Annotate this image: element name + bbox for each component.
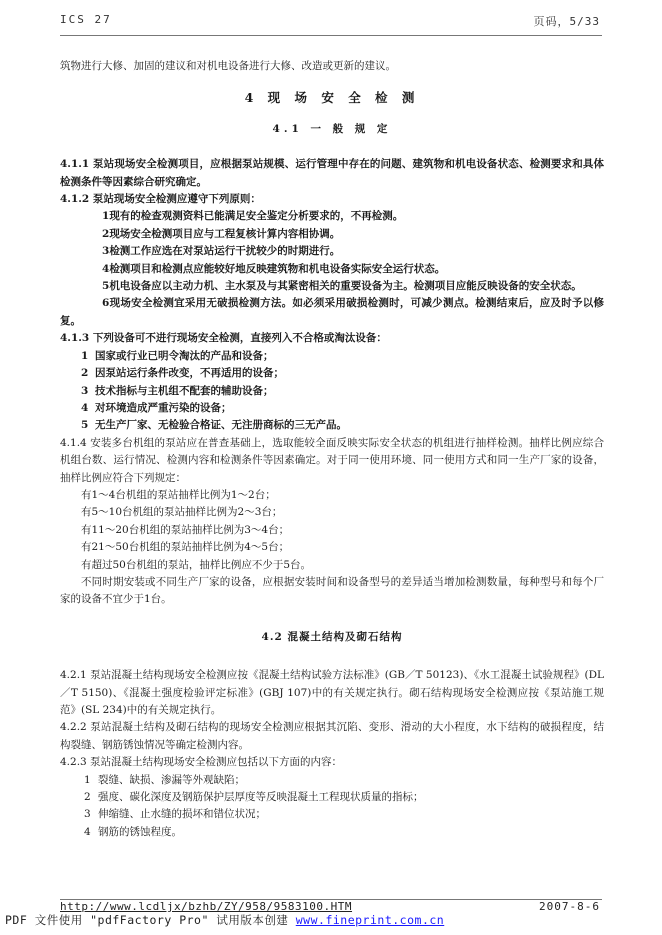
- list-item: 2现场安全检测项目应与工程复核计算内容相协调。: [102, 227, 341, 240]
- header-page-number: 页码，5/33: [533, 15, 600, 28]
- clause-4-1-3: 4.1.3 下列设备可不进行现场安全检测，直接列入不合格或淘汰设备：: [60, 332, 387, 345]
- clause-4-2-1: 4.2.1 泵站混凝土结构现场安全检测应按《混凝土结构试验方法标准》(GB／T 50123)、《水工混凝土试验规程》(DL／T 5150)、《混凝土强度检验评定标准》(GBJ 107)中的有关规定执行。砌石结构现场安全检测应按《泵站施工规范》(SL 234)中的有关规定执行。: [60, 669, 604, 716]
- intro-paragraph: 筑物进行大修、加固的建议和对机电设备进行大修、改造或更新的建议。: [60, 60, 396, 72]
- footer-date: 2007-8-6: [539, 900, 600, 913]
- list-item: 2 强度、碳化深度及钢筋保护层厚度等反映混凝土工程现状质量的指标；: [84, 791, 424, 804]
- list-item: 6现场安全检测宜采用无破损检测方法。如必须采用破损检测时，可减少测点。检测结束后，应及时予以修复。: [60, 297, 604, 327]
- clause-4-1-2-items: [60, 208, 604, 330]
- clause-4-1-3-items: [60, 348, 604, 435]
- document-body: [60, 58, 604, 841]
- list-item: 有11～20台机组的泵站抽样比例为3～4台；: [81, 523, 290, 536]
- list-item: 3 技术指标与主机组不配套的辅助设备；: [81, 384, 274, 397]
- clause-4-2-3: 4.2.3 泵站混凝土结构现场安全检测应包括以下方面的内容：: [60, 756, 343, 769]
- list-item: 1现有的检查观测资料已能满足安全鉴定分析要求的，不再检测。: [102, 210, 404, 223]
- list-item: 有5～10台机组的泵站抽样比例为2～3台；: [81, 506, 283, 519]
- list-item: 3检测工作应选在对泵站运行干扰较少的时期进行。: [102, 245, 341, 258]
- header-doc-code: ICS 27: [60, 13, 112, 26]
- list-item: 5 无生产厂家、无检验合格证、无注册商标的三无产品。: [81, 419, 347, 432]
- list-item: 2 因泵站运行条件改变，不再适用的设备；: [81, 367, 284, 380]
- list-item: 有超过50台机组的泵站，抽样比例应不少于5台。: [81, 558, 312, 571]
- list-item: 1 国家或行业已明令淘汰的产品和设备；: [81, 349, 274, 362]
- pdf-notice-text: PDF 文件使用 "pdfFactory Pro" 试用版本创建: [5, 913, 296, 927]
- chapter-title: 4 现 场 安 全 检 测: [244, 90, 420, 106]
- list-item: 有21～50台机组的泵站抽样比例为4～5台；: [81, 541, 290, 554]
- clause-4-2-2: 4.2.2 泵站混凝土结构及砌石结构的现场安全检测应根据其沉陷、变形、滑动的大小程度，水下结构的破损程度，结构裂缝、钢筋锈蚀情况等确定检测内容。: [60, 721, 604, 751]
- clause-4-2-3-items: [60, 772, 604, 842]
- list-item: 4检测项目和检测点应能较好地反映建筑物和机电设备实际安全运行状态。: [102, 262, 446, 275]
- list-item: 4 对环境造成严重污染的设备；: [81, 401, 232, 414]
- list-item: 1 裂缝、缺损、渗漏等外观缺陷；: [84, 773, 245, 786]
- list-item: 5机电设备应以主动力机、主水泵及与其紧密相关的重要设备为主。检测项目应能反映设备的安全状态。: [102, 280, 582, 293]
- clause-4-1-1: 4.1.1 泵站现场安全检测项目，应根据泵站规模、运行管理中存在的问题、建筑物和机电设备状态、检测要求和具体检测条件等因素综合研究确定。: [60, 158, 604, 188]
- clause-4-1-4-items: [60, 487, 604, 574]
- clause-4-1-2: 4.1.2 泵站现场安全检测应遵守下列原则：: [60, 193, 261, 206]
- pdf-creator-notice: [5, 912, 444, 928]
- list-item: 4 钢筋的锈蚀程度。: [84, 825, 182, 838]
- list-item: 有1～4台机组的泵站抽样比例为1～2台；: [81, 488, 276, 501]
- list-item: 3 伸缩缝、止水缝的损坏和错位状况；: [84, 808, 266, 821]
- fineprint-link[interactable]: www.fineprint.com.cn: [295, 913, 445, 927]
- section-title-4-2: 4.2 混凝土结构及砌石结构: [261, 630, 403, 643]
- clause-4-1-4-note: 不同时期安装或不同生产厂家的设备，应根据安装时间和设备型号的差异适当增加检测数量，每种型号和每个厂家的设备不宜少于1台。: [60, 575, 604, 606]
- footer-source-url[interactable]: http://www.lcdljx/bzhb/ZY/958/9583100.HTM: [60, 900, 353, 913]
- section-title-4-1: 4.1 一 般 规 定: [272, 122, 392, 135]
- clause-4-1-4: 4.1.4 安装多台机组的泵站应在普查基础上，选取能较全面反映实际安全状态的机组进行抽样检测。抽样比例应综合机组台数、运行情况、检测内容和检测条件等因素确定。对于同一使用环境、同一使用方式和同一生产厂家的设备，抽样比例应符合下列规定：: [60, 436, 604, 484]
- header-divider: [60, 35, 602, 36]
